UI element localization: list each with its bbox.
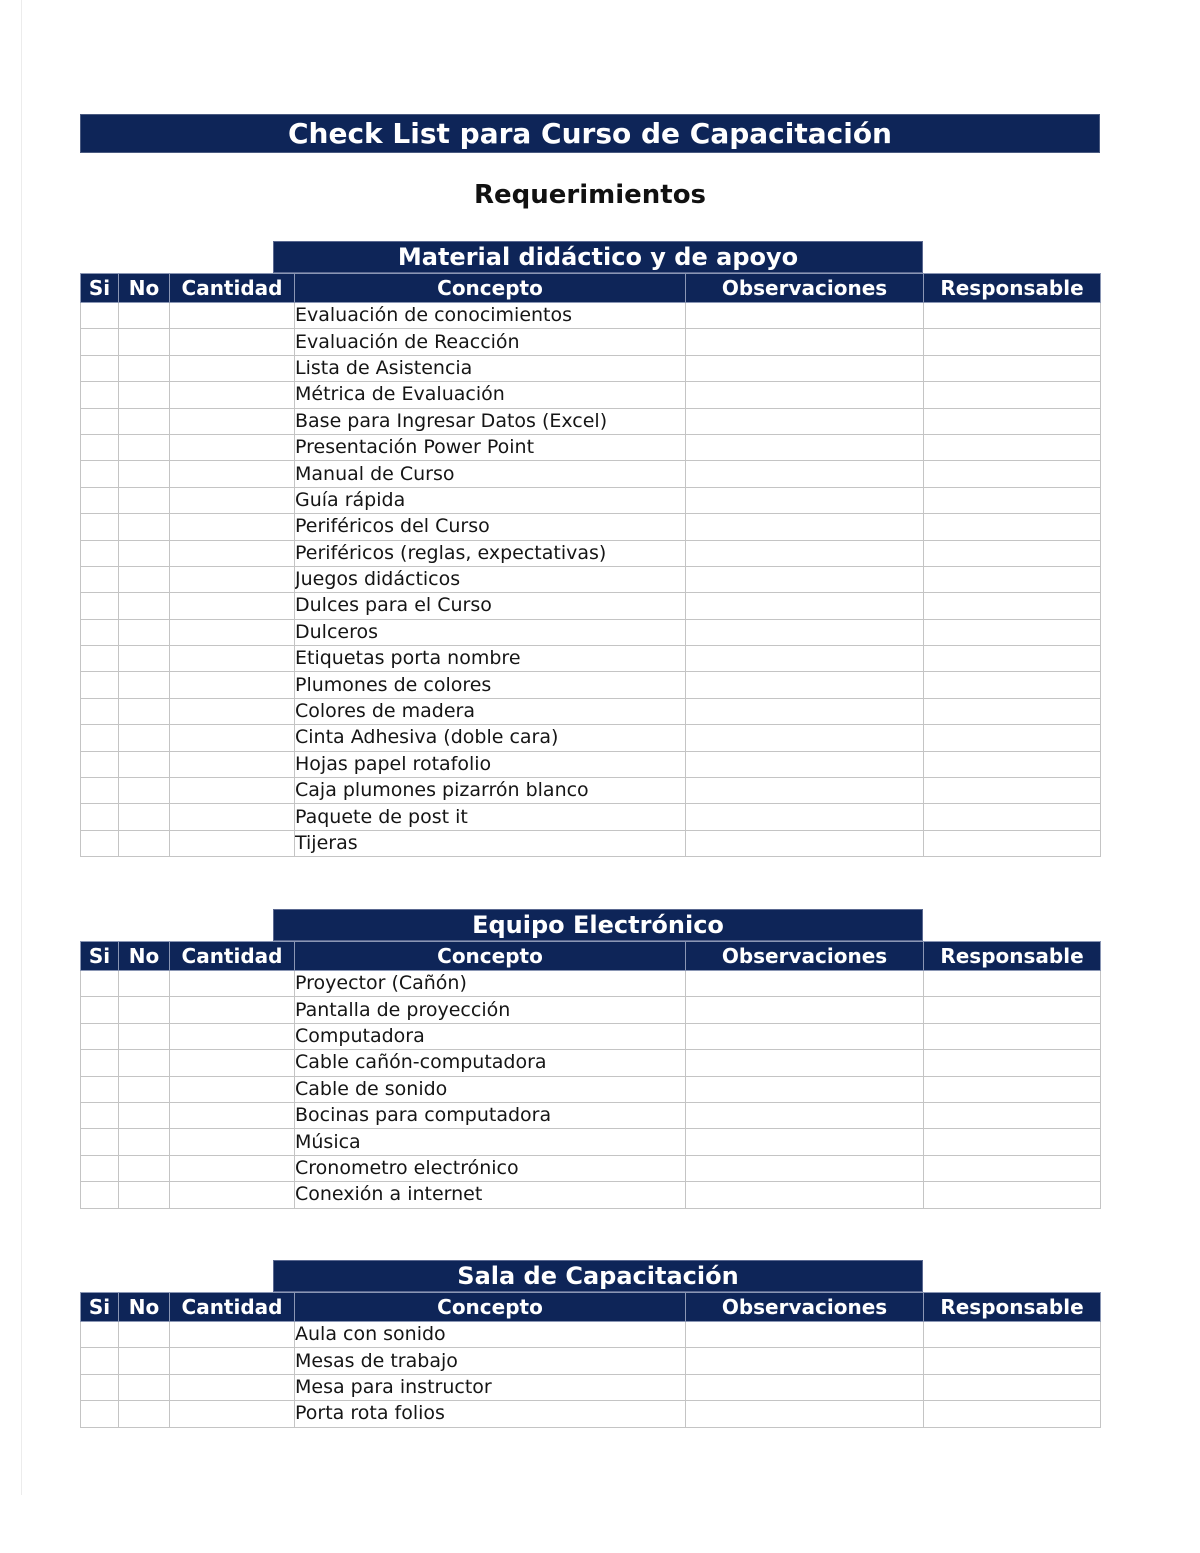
table-row (81, 646, 1101, 672)
cantidad-cell[interactable] (170, 1076, 295, 1102)
no-cell[interactable] (119, 1102, 170, 1128)
concept-cell: Periféricos del Curso (295, 514, 686, 540)
concept-cell: Aula con sonido (295, 1322, 686, 1348)
table-row (81, 997, 1101, 1023)
cantidad-cell[interactable] (170, 751, 295, 777)
observaciones-cell[interactable] (686, 382, 924, 408)
si-cell[interactable] (81, 329, 119, 355)
concept-cell: Cable de sonido (295, 1076, 686, 1102)
responsable-cell[interactable] (924, 1322, 1101, 1348)
observaciones-cell[interactable] (686, 971, 924, 997)
observaciones-cell[interactable] (686, 672, 924, 698)
cantidad-cell[interactable] (170, 329, 295, 355)
observaciones-cell[interactable] (686, 619, 924, 645)
si-cell[interactable] (81, 1348, 119, 1374)
responsable-cell[interactable] (924, 1182, 1101, 1208)
table-row (81, 672, 1101, 698)
cantidad-cell[interactable] (170, 303, 295, 329)
si-cell[interactable] (81, 540, 119, 566)
observaciones-cell[interactable] (686, 1129, 924, 1155)
column-header-cantidad: Cantidad (170, 274, 295, 303)
no-cell[interactable] (119, 1348, 170, 1374)
observaciones-cell[interactable] (686, 434, 924, 460)
header-row (81, 274, 1101, 303)
si-cell[interactable] (81, 1076, 119, 1102)
column-header-si: Si (81, 1293, 119, 1322)
responsable-cell[interactable] (924, 971, 1101, 997)
responsable-cell[interactable] (924, 593, 1101, 619)
si-cell[interactable] (81, 487, 119, 513)
observaciones-cell[interactable] (686, 646, 924, 672)
cantidad-cell[interactable] (170, 1102, 295, 1128)
cantidad-cell[interactable] (170, 355, 295, 381)
page-edge-line (21, 0, 22, 1495)
concept-cell: Música (295, 1129, 686, 1155)
cantidad-cell[interactable] (170, 971, 295, 997)
si-cell[interactable] (81, 698, 119, 724)
observaciones-cell[interactable] (686, 1023, 924, 1049)
concept-cell: Evaluación de Reacción (295, 329, 686, 355)
cantidad-cell[interactable] (170, 514, 295, 540)
responsable-cell[interactable] (924, 830, 1101, 856)
cantidad-cell[interactable] (170, 1023, 295, 1049)
cantidad-cell[interactable] (170, 725, 295, 751)
concept-cell: Tijeras (295, 830, 686, 856)
responsable-cell[interactable] (924, 698, 1101, 724)
responsable-cell[interactable] (924, 1374, 1101, 1400)
concept-cell: Bocinas para computadora (295, 1102, 686, 1128)
no-cell[interactable] (119, 461, 170, 487)
table-row (81, 830, 1101, 856)
concept-cell: Guía rápida (295, 487, 686, 513)
cantidad-cell[interactable] (170, 434, 295, 460)
responsable-cell[interactable] (924, 355, 1101, 381)
column-header-si: Si (81, 274, 119, 303)
responsable-cell[interactable] (924, 725, 1101, 751)
observaciones-cell[interactable] (686, 514, 924, 540)
concept-cell: Evaluación de conocimientos (295, 303, 686, 329)
observaciones-cell[interactable] (686, 804, 924, 830)
responsable-cell[interactable] (924, 540, 1101, 566)
observaciones-cell[interactable] (686, 329, 924, 355)
column-header-cantidad: Cantidad (170, 1293, 295, 1322)
concept-cell: Juegos didácticos (295, 566, 686, 592)
responsable-cell[interactable] (924, 1050, 1101, 1076)
responsable-cell[interactable] (924, 487, 1101, 513)
concept-cell: Mesa para instructor (295, 1374, 686, 1400)
column-header-observaciones: Observaciones (686, 942, 924, 971)
table-row (81, 698, 1101, 724)
table-row (81, 461, 1101, 487)
concept-cell: Cronometro electrónico (295, 1155, 686, 1181)
section-title: Sala de Capacitación (273, 1260, 923, 1292)
si-cell[interactable] (81, 1155, 119, 1181)
document-title (80, 114, 1100, 153)
si-cell[interactable] (81, 971, 119, 997)
table-row (81, 303, 1101, 329)
table-row (81, 971, 1101, 997)
si-cell[interactable] (81, 1401, 119, 1427)
si-cell[interactable] (81, 997, 119, 1023)
column-header-concepto: Concepto (295, 942, 686, 971)
responsable-cell[interactable] (924, 751, 1101, 777)
responsable-cell[interactable] (924, 1348, 1101, 1374)
concept-cell: Caja plumones pizarrón blanco (295, 778, 686, 804)
column-header-responsable: Responsable (924, 942, 1101, 971)
si-cell[interactable] (81, 1102, 119, 1128)
cantidad-cell[interactable] (170, 804, 295, 830)
responsable-cell[interactable] (924, 997, 1101, 1023)
no-cell[interactable] (119, 540, 170, 566)
table-row (81, 1023, 1101, 1049)
no-cell[interactable] (119, 434, 170, 460)
table-row (81, 329, 1101, 355)
observaciones-cell[interactable] (686, 540, 924, 566)
table-row (81, 1348, 1101, 1374)
cantidad-cell[interactable] (170, 778, 295, 804)
observaciones-cell[interactable] (686, 1102, 924, 1128)
si-cell[interactable] (81, 646, 119, 672)
document-title-text: Check List para Curso de Capacitación (287, 117, 892, 150)
no-cell[interactable] (119, 593, 170, 619)
cantidad-cell[interactable] (170, 830, 295, 856)
responsable-cell[interactable] (924, 461, 1101, 487)
responsable-cell[interactable] (924, 1155, 1101, 1181)
si-cell[interactable] (81, 619, 119, 645)
concept-cell: Paquete de post it (295, 804, 686, 830)
section-title: Material didáctico y de apoyo (273, 241, 923, 273)
no-cell[interactable] (119, 1023, 170, 1049)
concept-cell: Presentación Power Point (295, 434, 686, 460)
observaciones-cell[interactable] (686, 355, 924, 381)
concept-cell: Manual de Curso (295, 461, 686, 487)
observaciones-cell[interactable] (686, 1348, 924, 1374)
table-row (81, 1102, 1101, 1128)
responsable-cell[interactable] (924, 646, 1101, 672)
checklist-table (80, 1292, 1101, 1428)
section-title: Equipo Electrónico (273, 909, 923, 941)
cantidad-cell[interactable] (170, 698, 295, 724)
table-row (81, 1322, 1101, 1348)
no-cell[interactable] (119, 1374, 170, 1400)
checklist-table (80, 273, 1101, 857)
si-cell[interactable] (81, 566, 119, 592)
header-row (81, 942, 1101, 971)
column-header-concepto: Concepto (295, 1293, 686, 1322)
observaciones-cell[interactable] (686, 461, 924, 487)
no-cell[interactable] (119, 329, 170, 355)
concept-cell: Conexión a internet (295, 1182, 686, 1208)
observaciones-cell[interactable] (686, 303, 924, 329)
responsable-cell[interactable] (924, 804, 1101, 830)
concept-cell: Cable cañón-computadora (295, 1050, 686, 1076)
no-cell[interactable] (119, 804, 170, 830)
si-cell[interactable] (81, 303, 119, 329)
responsable-cell[interactable] (924, 303, 1101, 329)
no-cell[interactable] (119, 725, 170, 751)
cantidad-cell[interactable] (170, 593, 295, 619)
cantidad-cell[interactable] (170, 1129, 295, 1155)
si-cell[interactable] (81, 355, 119, 381)
no-cell[interactable] (119, 1155, 170, 1181)
table-row (81, 1155, 1101, 1181)
no-cell[interactable] (119, 619, 170, 645)
si-cell[interactable] (81, 461, 119, 487)
table-row (81, 514, 1101, 540)
cantidad-cell[interactable] (170, 461, 295, 487)
responsable-cell[interactable] (924, 1401, 1101, 1427)
responsable-cell[interactable] (924, 1129, 1101, 1155)
no-cell[interactable] (119, 751, 170, 777)
no-cell[interactable] (119, 971, 170, 997)
no-cell[interactable] (119, 646, 170, 672)
concept-cell: Plumones de colores (295, 672, 686, 698)
si-cell[interactable] (81, 1374, 119, 1400)
table-row (81, 778, 1101, 804)
cantidad-cell[interactable] (170, 1348, 295, 1374)
responsable-cell[interactable] (924, 1102, 1101, 1128)
si-cell[interactable] (81, 514, 119, 540)
concept-cell: Cinta Adhesiva (doble cara) (295, 725, 686, 751)
si-cell[interactable] (81, 1050, 119, 1076)
observaciones-cell[interactable] (686, 408, 924, 434)
table-row (81, 1401, 1101, 1427)
column-header-cantidad: Cantidad (170, 942, 295, 971)
no-cell[interactable] (119, 303, 170, 329)
observaciones-cell[interactable] (686, 1374, 924, 1400)
concept-cell: Mesas de trabajo (295, 1348, 686, 1374)
observaciones-cell[interactable] (686, 698, 924, 724)
concept-cell: Porta rota folios (295, 1401, 686, 1427)
observaciones-cell[interactable] (686, 778, 924, 804)
si-cell[interactable] (81, 434, 119, 460)
no-cell[interactable] (119, 778, 170, 804)
no-cell[interactable] (119, 830, 170, 856)
table-row (81, 355, 1101, 381)
responsable-cell[interactable] (924, 434, 1101, 460)
column-header-responsable: Responsable (924, 1293, 1101, 1322)
table-row (81, 540, 1101, 566)
concept-cell: Dulceros (295, 619, 686, 645)
si-cell[interactable] (81, 1023, 119, 1049)
si-cell[interactable] (81, 1182, 119, 1208)
responsable-cell[interactable] (924, 514, 1101, 540)
table-row (81, 1076, 1101, 1102)
no-cell[interactable] (119, 1050, 170, 1076)
table-row (81, 1182, 1101, 1208)
table-row (81, 434, 1101, 460)
cantidad-cell[interactable] (170, 408, 295, 434)
cantidad-cell[interactable] (170, 619, 295, 645)
si-cell[interactable] (81, 382, 119, 408)
concept-cell: Métrica de Evaluación (295, 382, 686, 408)
column-header-observaciones: Observaciones (686, 1293, 924, 1322)
no-cell[interactable] (119, 1129, 170, 1155)
observaciones-cell[interactable] (686, 487, 924, 513)
checklist-table (80, 941, 1101, 1209)
header-row (81, 1293, 1101, 1322)
cantidad-cell[interactable] (170, 540, 295, 566)
observaciones-cell[interactable] (686, 566, 924, 592)
concept-cell: Etiquetas porta nombre (295, 646, 686, 672)
no-cell[interactable] (119, 698, 170, 724)
table-row (81, 1129, 1101, 1155)
no-cell[interactable] (119, 408, 170, 434)
table-row (81, 725, 1101, 751)
observaciones-cell[interactable] (686, 1155, 924, 1181)
table-row (81, 619, 1101, 645)
responsable-cell[interactable] (924, 408, 1101, 434)
si-cell[interactable] (81, 593, 119, 619)
si-cell[interactable] (81, 830, 119, 856)
responsable-cell[interactable] (924, 1076, 1101, 1102)
responsable-cell[interactable] (924, 619, 1101, 645)
no-cell[interactable] (119, 514, 170, 540)
no-cell[interactable] (119, 1182, 170, 1208)
concept-cell: Computadora (295, 1023, 686, 1049)
cantidad-cell[interactable] (170, 382, 295, 408)
cantidad-cell[interactable] (170, 1322, 295, 1348)
column-header-no: No (119, 1293, 170, 1322)
no-cell[interactable] (119, 487, 170, 513)
cantidad-cell[interactable] (170, 672, 295, 698)
column-header-observaciones: Observaciones (686, 274, 924, 303)
table-row (81, 487, 1101, 513)
column-header-concepto: Concepto (295, 274, 686, 303)
concept-cell: Dulces para el Curso (295, 593, 686, 619)
column-header-si: Si (81, 942, 119, 971)
no-cell[interactable] (119, 997, 170, 1023)
cantidad-cell[interactable] (170, 1155, 295, 1181)
table-row (81, 408, 1101, 434)
observaciones-cell[interactable] (686, 997, 924, 1023)
column-header-responsable: Responsable (924, 274, 1101, 303)
cantidad-cell[interactable] (170, 997, 295, 1023)
si-cell[interactable] (81, 751, 119, 777)
table-row (81, 1374, 1101, 1400)
table-row (81, 593, 1101, 619)
observaciones-cell[interactable] (686, 1182, 924, 1208)
no-cell[interactable] (119, 672, 170, 698)
column-header-no: No (119, 274, 170, 303)
observaciones-cell[interactable] (686, 1322, 924, 1348)
observaciones-cell[interactable] (686, 1050, 924, 1076)
cantidad-cell[interactable] (170, 1182, 295, 1208)
observaciones-cell[interactable] (686, 1076, 924, 1102)
concept-cell: Pantalla de proyección (295, 997, 686, 1023)
concept-cell: Colores de madera (295, 698, 686, 724)
column-header-no: No (119, 942, 170, 971)
observaciones-cell[interactable] (686, 751, 924, 777)
responsable-cell[interactable] (924, 672, 1101, 698)
concept-cell: Periféricos (reglas, expectativas) (295, 540, 686, 566)
table-row (81, 751, 1101, 777)
concept-cell: Hojas papel rotafolio (295, 751, 686, 777)
si-cell[interactable] (81, 725, 119, 751)
table-row (81, 1050, 1101, 1076)
no-cell[interactable] (119, 1322, 170, 1348)
table-row (81, 566, 1101, 592)
si-cell[interactable] (81, 804, 119, 830)
observaciones-cell[interactable] (686, 830, 924, 856)
document-subtitle: Requerimientos (473, 180, 707, 210)
cantidad-cell[interactable] (170, 646, 295, 672)
no-cell[interactable] (119, 382, 170, 408)
si-cell[interactable] (81, 778, 119, 804)
responsable-cell[interactable] (924, 382, 1101, 408)
cantidad-cell[interactable] (170, 1050, 295, 1076)
concept-cell: Proyector (Cañón) (295, 971, 686, 997)
observaciones-cell[interactable] (686, 1401, 924, 1427)
no-cell[interactable] (119, 355, 170, 381)
cantidad-cell[interactable] (170, 1401, 295, 1427)
si-cell[interactable] (81, 672, 119, 698)
responsable-cell[interactable] (924, 329, 1101, 355)
cantidad-cell[interactable] (170, 1374, 295, 1400)
cantidad-cell[interactable] (170, 566, 295, 592)
responsable-cell[interactable] (924, 778, 1101, 804)
responsable-cell[interactable] (924, 566, 1101, 592)
responsable-cell[interactable] (924, 1023, 1101, 1049)
no-cell[interactable] (119, 1401, 170, 1427)
no-cell[interactable] (119, 1076, 170, 1102)
table-row (81, 804, 1101, 830)
si-cell[interactable] (81, 1322, 119, 1348)
observaciones-cell[interactable] (686, 593, 924, 619)
si-cell[interactable] (81, 408, 119, 434)
cantidad-cell[interactable] (170, 487, 295, 513)
concept-cell: Base para Ingresar Datos (Excel) (295, 408, 686, 434)
concept-cell: Lista de Asistencia (295, 355, 686, 381)
no-cell[interactable] (119, 566, 170, 592)
si-cell[interactable] (81, 1129, 119, 1155)
table-row (81, 382, 1101, 408)
observaciones-cell[interactable] (686, 725, 924, 751)
